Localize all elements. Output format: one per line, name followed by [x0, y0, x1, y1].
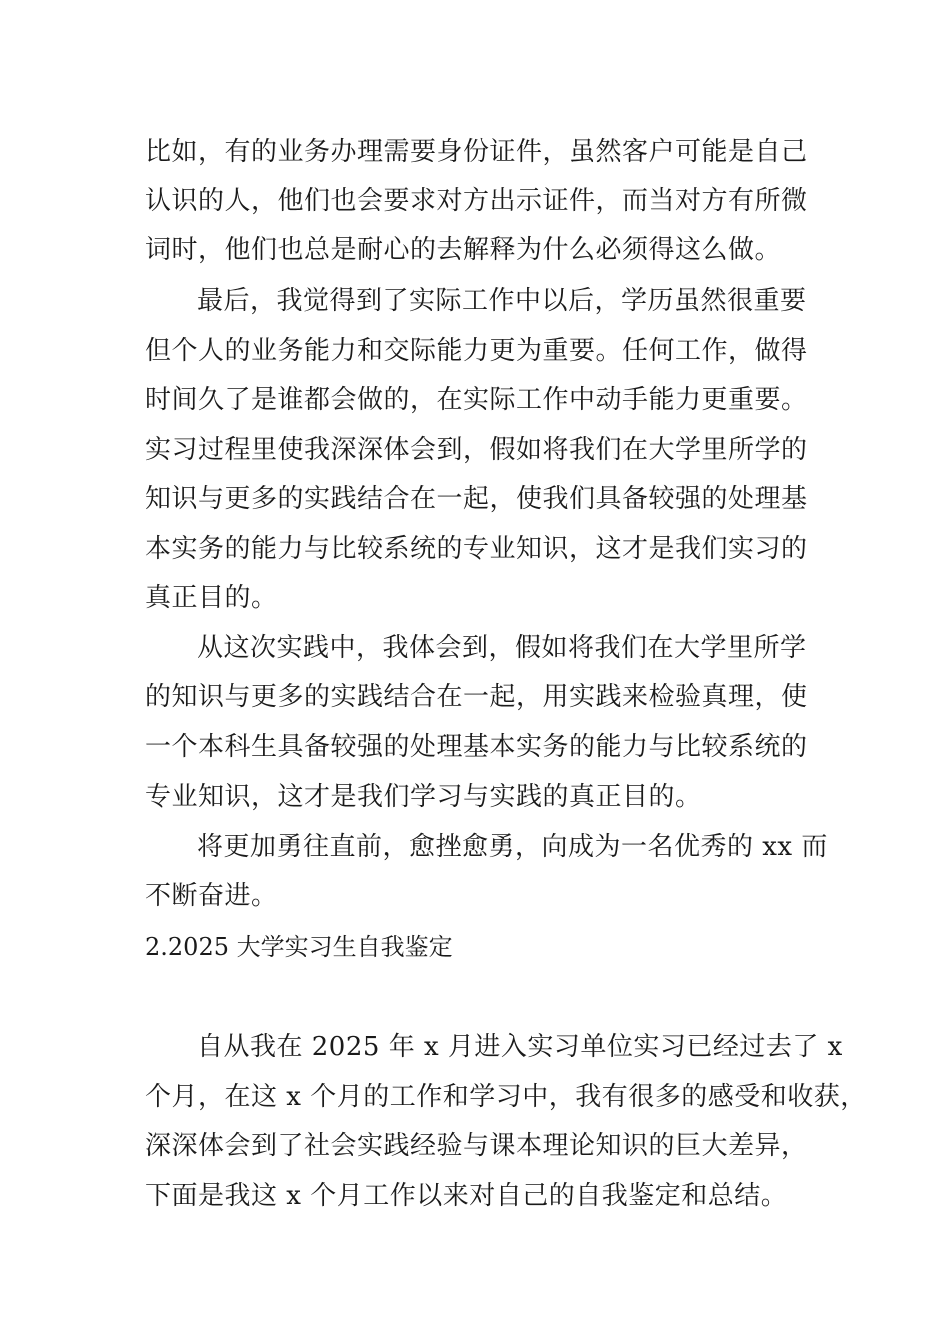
- paragraph-1-line-1: 比如，有的业务办理需要身份证件，虽然客户可能是自己: [145, 137, 808, 167]
- paragraph-5-line-2: 个月，在这 x 个月的工作和学习中，我有很多的感受和收获，: [145, 1082, 867, 1112]
- paragraph-1-line-2: 认识的人，他们也会要求对方出示证件，而当对方有所微: [145, 186, 808, 216]
- paragraph-2-line-5: 知识与更多的实践结合在一起，使我们具备较强的处理基: [145, 484, 808, 514]
- paragraph-3-line-1: 从这次实践中，我体会到，假如将我们在大学里所学: [197, 633, 807, 663]
- paragraph-3-line-4: 专业知识，这才是我们学习与实践的真正目的。: [145, 782, 702, 812]
- paragraph-5-line-4: 下面是我这 x 个月工作以来对自己的自我鉴定和总结。: [145, 1181, 788, 1211]
- paragraph-5-line-1: 自从我在 2025 年 x 月进入实习单位实习已经过去了 x: [197, 1032, 843, 1062]
- paragraph-2-line-3: 时间久了是谁都会做的，在实际工作中动手能力更重要。: [145, 385, 808, 415]
- paragraph-2-line-6: 本实务的能力与比较系统的专业知识，这才是我们实习的: [145, 534, 808, 564]
- paragraph-2-line-1: 最后，我觉得到了实际工作中以后，学历虽然很重要: [197, 286, 807, 316]
- paragraph-2-line-7: 真正目的。: [145, 583, 278, 613]
- paragraph-2-line-2: 但个人的业务能力和交际能力更为重要。任何工作，做得: [145, 336, 808, 366]
- paragraph-3-line-2: 的知识与更多的实践结合在一起，用实践来检验真理，使: [145, 682, 808, 712]
- section-heading: 2.2025 大学实习生自我鉴定: [145, 933, 453, 961]
- paragraph-5-line-3: 深深体会到了社会实践经验与课本理论知识的巨大差异，: [145, 1131, 808, 1161]
- paragraph-1-line-3: 词时，他们也总是耐心的去解释为什么必须得这么做。: [145, 235, 782, 265]
- paragraph-4-line-2: 不断奋进。: [145, 881, 278, 911]
- paragraph-3-line-3: 一个本科生具备较强的处理基本实务的能力与比较系统的: [145, 732, 808, 762]
- paragraph-4-line-1: 将更加勇往直前，愈挫愈勇，向成为一名优秀的 xx 而: [197, 832, 828, 862]
- paragraph-2-line-4: 实习过程里使我深深体会到，假如将我们在大学里所学的: [145, 435, 808, 465]
